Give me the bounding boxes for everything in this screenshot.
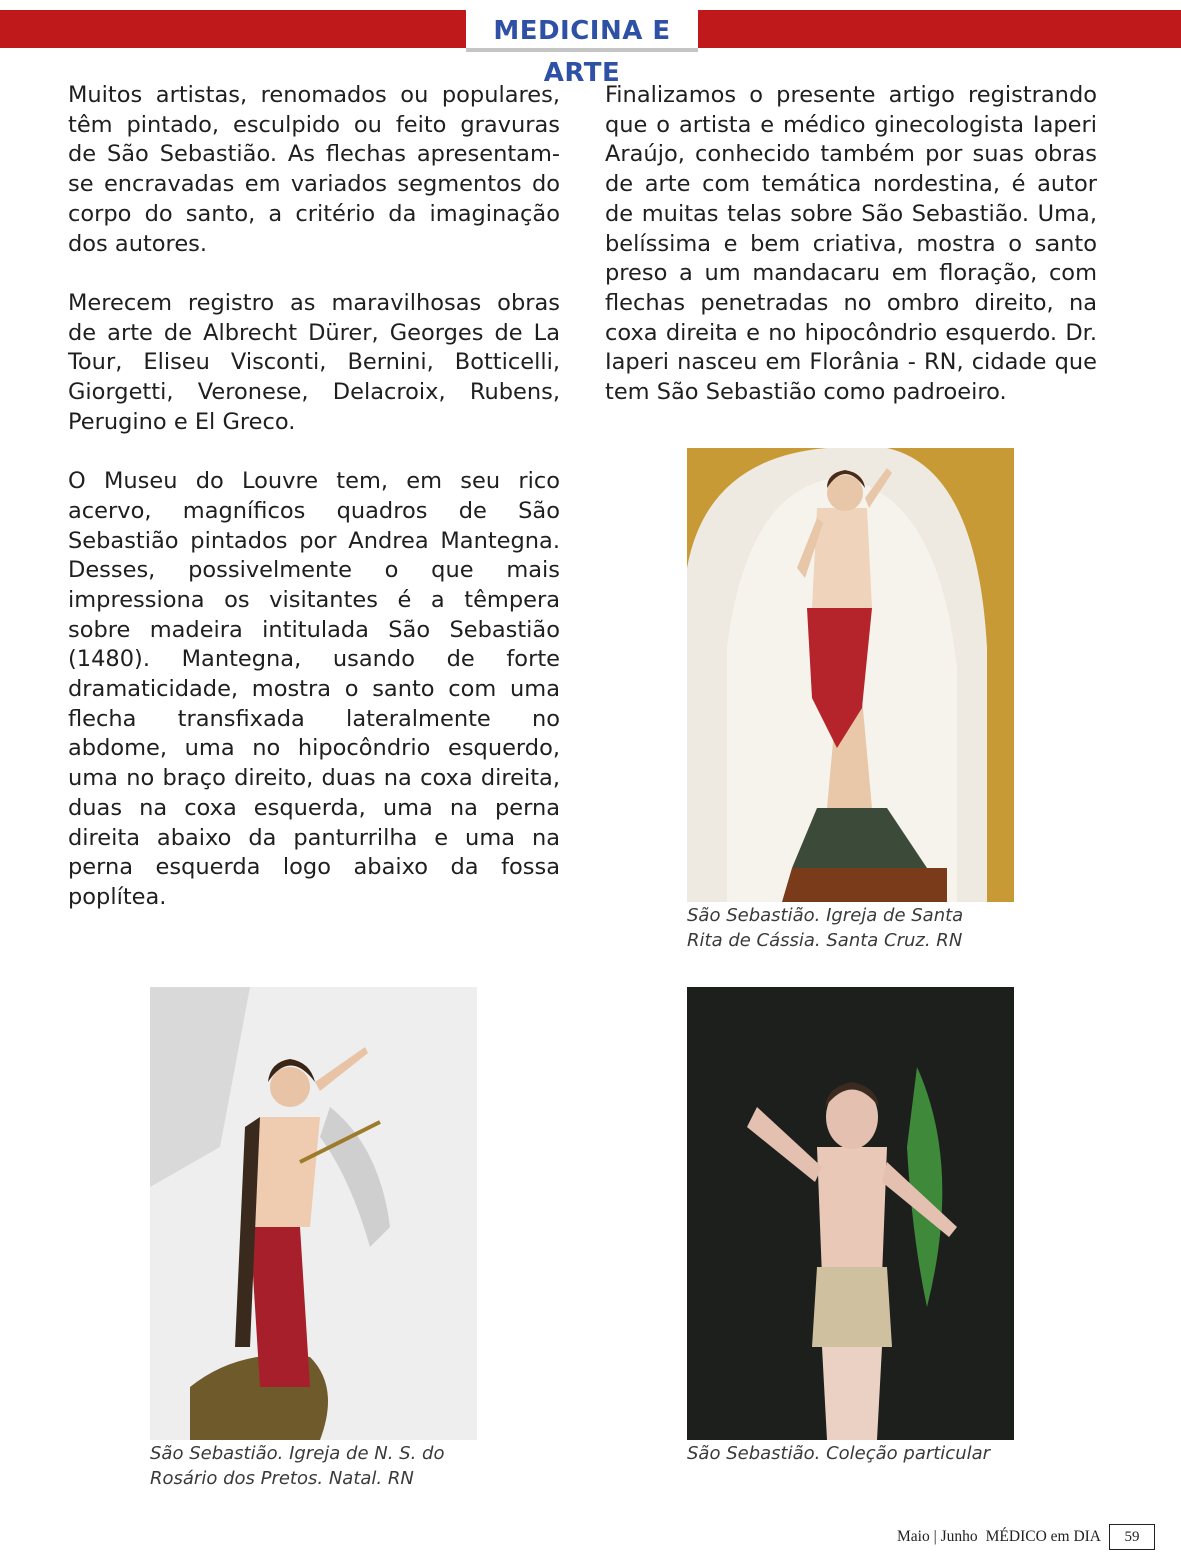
page-number: 59: [1109, 1524, 1155, 1550]
left-column: [68, 81, 560, 942]
issue-label: Maio | Junho: [897, 1528, 978, 1545]
photo-sao-sebastiao-colecao: [687, 987, 1014, 1440]
photo-sao-sebastiao-natal: [150, 987, 477, 1440]
paragraph: Muitos artistas, renomados ou populares, têm pintado, esculpido ou feito gravuras de São Sebastião. As flechas apresentam-se encravadas em variados segmentos do corpo do santo, a critério da imaginação dos autores.: [68, 82, 560, 257]
caption-line: São Sebastião. Igreja de N. S. do: [150, 1443, 445, 1464]
photo-caption: [150, 1441, 490, 1491]
photo-caption: [687, 903, 1027, 953]
page-footer: [897, 1523, 1155, 1551]
photo-sao-sebastiao-santa-cruz: [687, 448, 1014, 902]
caption-line: São Sebastião. Coleção particular: [687, 1443, 991, 1464]
caption-line: São Sebastião. Igreja de Santa: [687, 905, 964, 926]
right-column: [605, 81, 1097, 437]
paragraph: Merecem registro as maravilhosas obras de arte de Albrecht Dürer, Georges de La Tour, Eliseu Visconti, Bernini, Botticelli, Giorgetti, Veronese, Delacroix, Rubens, Perugino e El Greco.: [68, 289, 560, 435]
caption-line: Rita de Cássia. Santa Cruz. RN: [687, 930, 963, 951]
section-title: MEDICINA E ARTE: [466, 10, 698, 52]
paragraph: O Museu do Louvre tem, em seu rico acervo, magníficos quadros de São Sebastião pintados por Andrea Mantegna. Desses, possivelmente o que mais impressiona os visitantes é a têmpera sobre madeira intitulada São Sebastião (1480). Mantegna, usando de forte dramaticidade, mostra o santo com uma flecha transfixada lateralmente no abdome, uma no hipocôndrio esquerdo, uma no braço direito, duas na coxa direita, duas na coxa esquerda, uma na perna direita abaixo da panturrilha e uma na perna esquerda logo abaixo da fossa poplítea.: [68, 468, 560, 910]
caption-line: Rosário dos Pretos. Natal. RN: [150, 1468, 414, 1489]
magazine-name: MÉDICO em DIA: [985, 1528, 1101, 1545]
paragraph: Finalizamos o presente artigo registrando que o artista e médico ginecologista Iaperi Araújo, conhecido também por suas obras de arte com temática nordestina, é autor de muitas telas sobre São Sebastião. Uma, belíssima e bem criativa, mostra o santo preso a um mandacaru em floração, com flechas penetradas no ombro direito, na coxa direita e no hipocôndrio esquerdo. Dr. Iaperi nasceu em Florânia - RN, cidade que tem São Sebastião como padroeiro.: [605, 82, 1097, 406]
photo-caption: [687, 1441, 1047, 1466]
